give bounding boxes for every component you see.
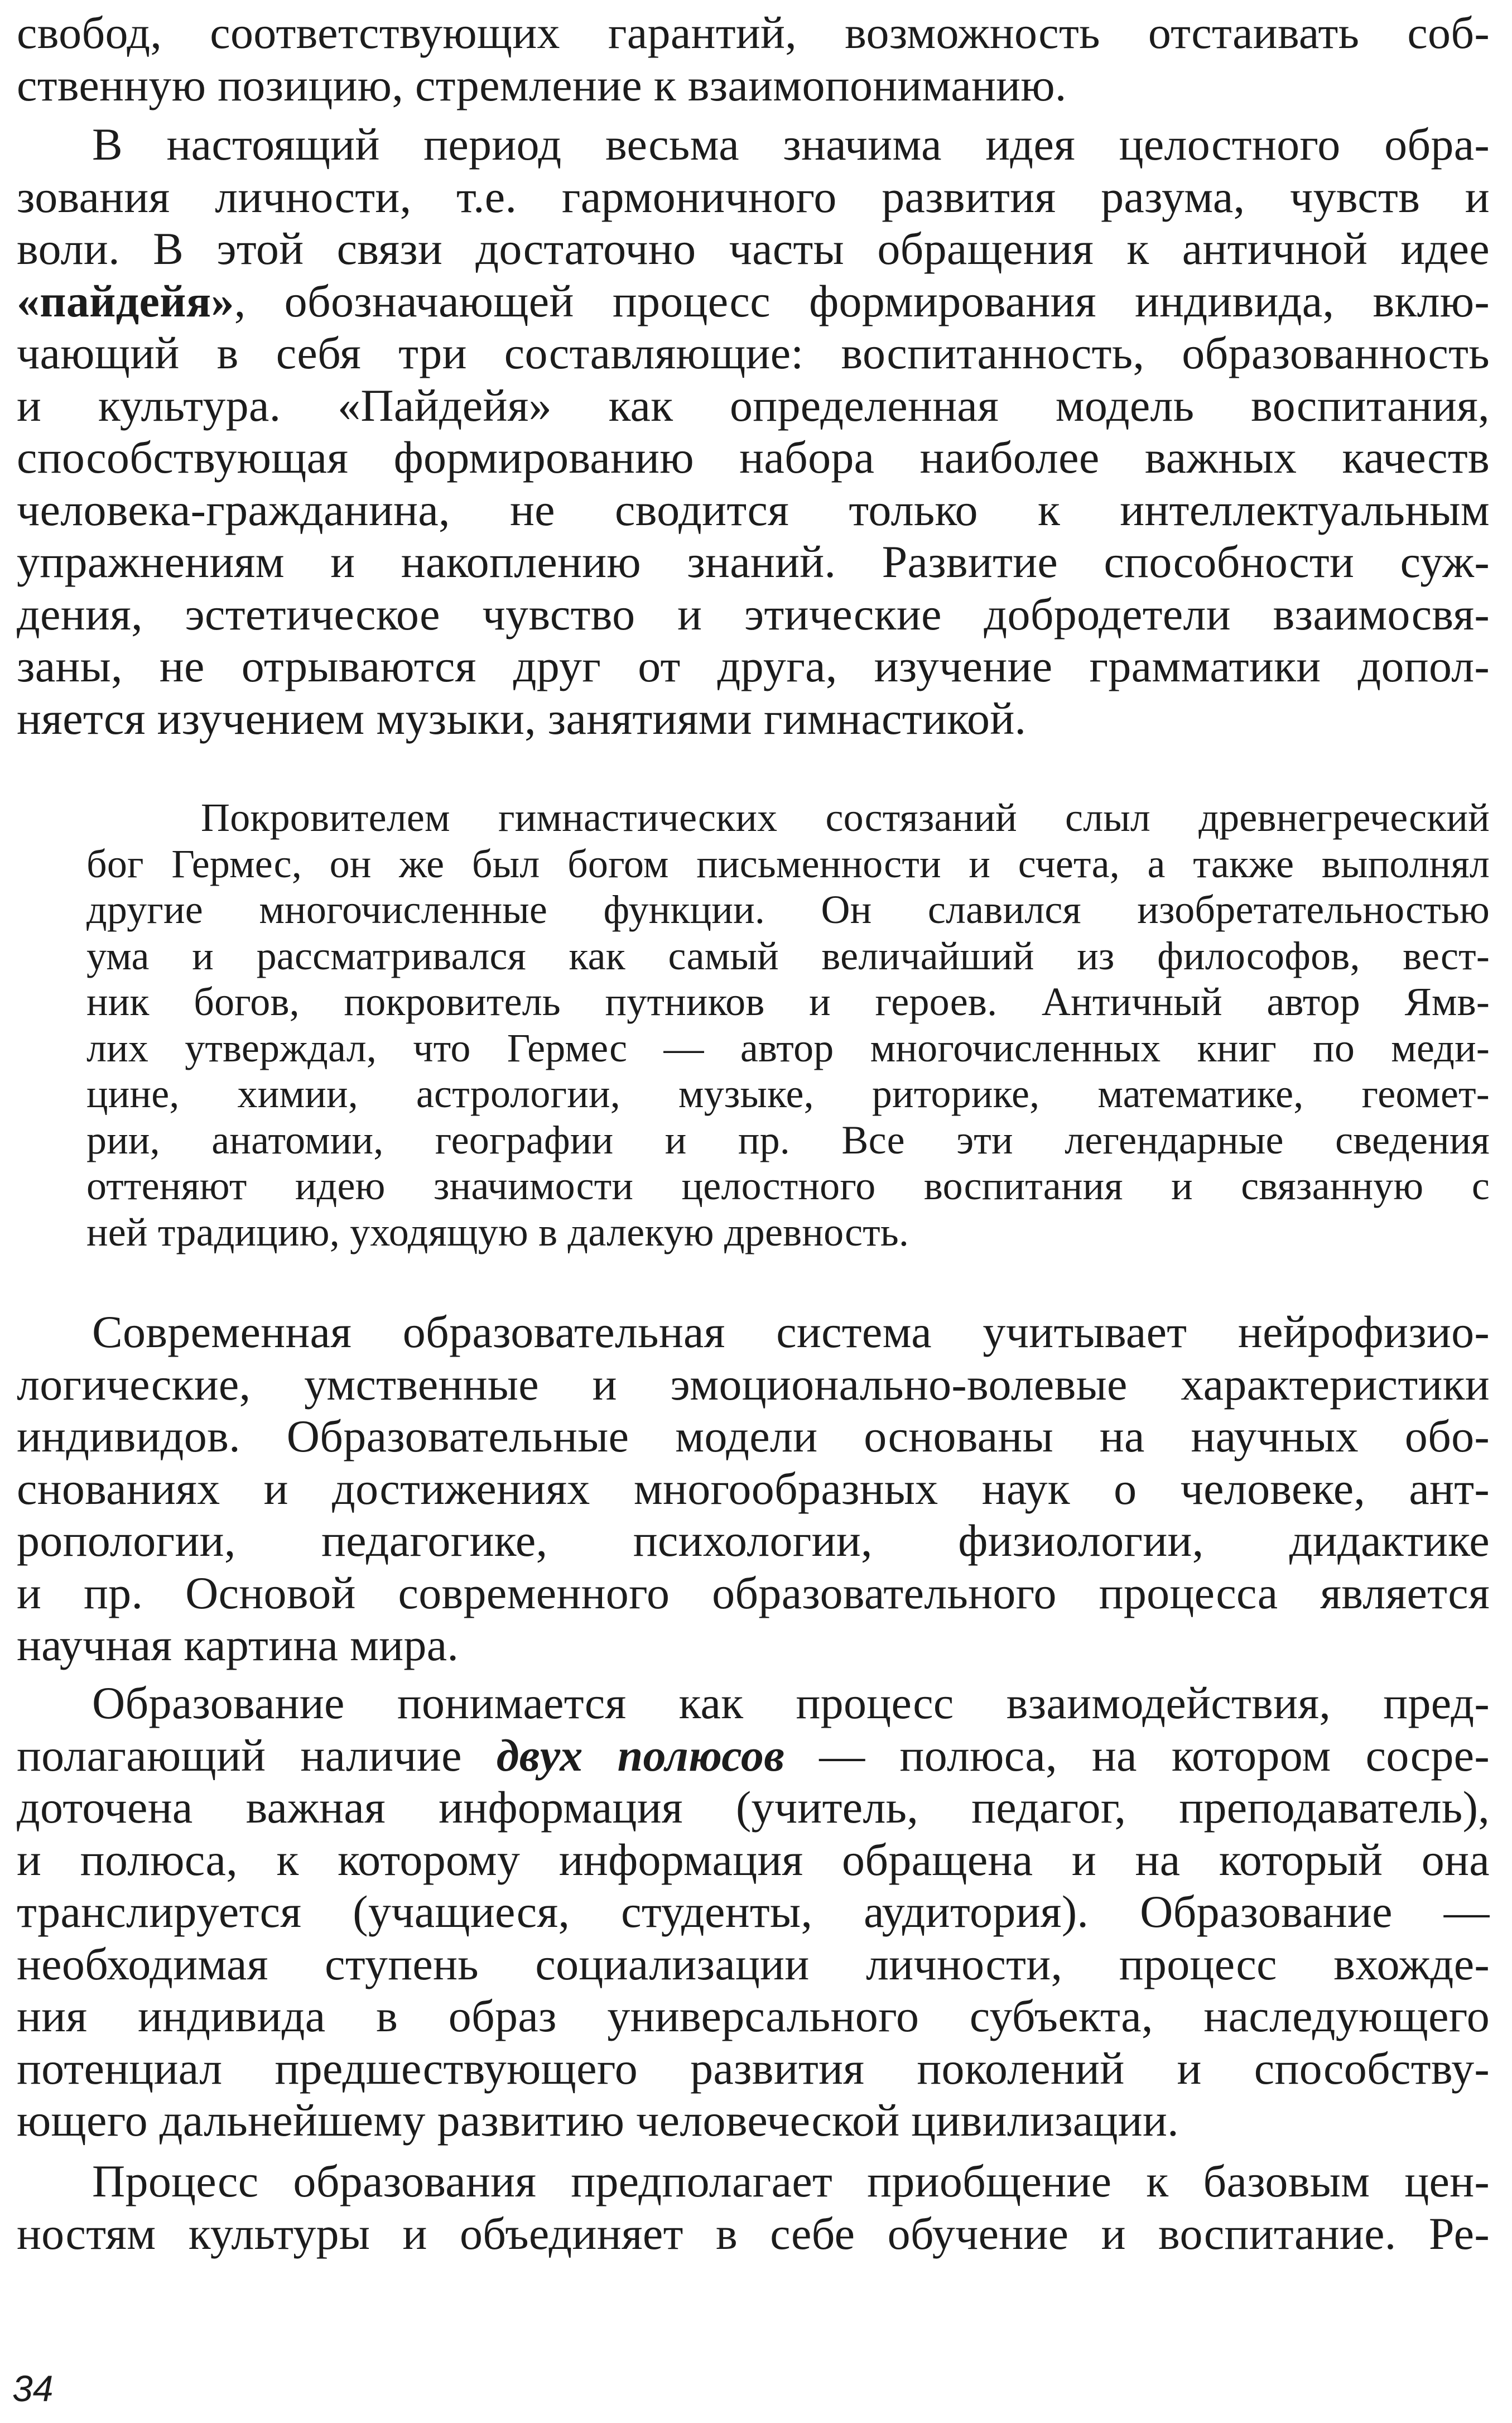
- paragraph-paideia: [17, 118, 1490, 744]
- paragraph-modern-system: [17, 1306, 1490, 1671]
- text-line: Современная образовательная система учитывает нейрофизио-: [92, 1306, 1490, 1357]
- text-line: доточена важная информация (учитель, педагог, преподаватель),: [17, 1782, 1490, 1833]
- text-line: снованиях и достижениях многообразных наук о человеке, ант-: [17, 1463, 1490, 1514]
- text-line: транслируется (учащиеся, студенты, аудитория). Образование —: [17, 1886, 1490, 1937]
- text-line: человека-гражданина, не сводится только к интеллектуальным: [17, 484, 1490, 535]
- text-line: ропологии, педагогике, психологии, физиологии, дидактике: [17, 1515, 1490, 1566]
- text-line: дения, эстетическое чувство и этические добродетели взаимосвя-: [17, 588, 1490, 640]
- text-line-with-term: [17, 275, 1490, 328]
- text-line: способствующая формированию набора наиболее важных качеств: [17, 432, 1490, 483]
- inset-line: ней традицию, уходящую в далекую древность.: [86, 1209, 909, 1254]
- text-line: и полюса, к которому информация обращена и на который она: [17, 1834, 1490, 1885]
- inset-line: лих утверждал, что Гермес — автор многочисленных книг по меди-: [86, 1025, 1490, 1070]
- inset-line: Покровителем гимнастических состязаний слыл древнегреческий: [201, 795, 1490, 840]
- inset-line: другие многочисленные функции. Он славился изобретательностью: [86, 887, 1490, 932]
- text-line-with-term: [17, 1729, 1490, 1782]
- text-line: воли. В этой связи достаточно часты обращения к античной идее: [17, 223, 1490, 274]
- text-line: Процесс образования предполагает приобщение к базовым цен-: [92, 2156, 1490, 2206]
- text-fragment: — полюса, на котором сосре-: [784, 1729, 1490, 1781]
- paragraph-continuation: [17, 7, 1490, 111]
- term-two-poles: двух полюсов: [496, 1729, 785, 1781]
- text-line: упражнениям и накоплению знаний. Развитие способности суж-: [17, 536, 1490, 587]
- term-paideia: «пайдейя»: [17, 275, 234, 326]
- inset-line: цине, химии, астрологии, музыке, риторике, математике, геомет-: [86, 1071, 1490, 1116]
- text-line: заны, не отрываются друг от друга, изучение грамматики допол-: [17, 641, 1490, 691]
- paragraph-education-process: [17, 2155, 1490, 2259]
- text-line: научная картина мира.: [17, 1619, 459, 1670]
- paragraph-two-poles: [17, 1677, 1490, 2147]
- text-fragment: , обозначающей процесс формирования индивида, вклю-: [234, 275, 1490, 326]
- text-line: Образование понимается как процесс взаимодействия, пред-: [92, 1677, 1490, 1728]
- text-line: и культура. «Пайдейя» как определенная модель воспитания,: [17, 379, 1490, 431]
- text-line: и пр. Основой современного образовательного процесса является: [17, 1567, 1490, 1618]
- inset-line: оттеняют идею значимости целостного воспитания и связанную с: [86, 1164, 1490, 1208]
- inset-line: рии, анатомии, географии и пр. Все эти легендарные сведения: [86, 1117, 1490, 1162]
- text-fragment: полагающий наличие: [17, 1729, 497, 1781]
- text-line: свобод, соответствующих гарантий, возможность отстаивать соб-: [17, 7, 1490, 58]
- text-line: няется изучением музыки, занятиями гимнастикой.: [17, 693, 1027, 744]
- text-line: чающий в себя три составляющие: воспитанность, образованность: [17, 328, 1490, 378]
- text-line: ющего дальнейшему развитию человеческой цивилизации.: [17, 2095, 1179, 2146]
- text-line: логические, умственные и эмоционально-волевые характеристики: [17, 1358, 1490, 1410]
- text-line: необходимая ступень социализации личности, процесс вхожде-: [17, 1938, 1490, 1989]
- page-number: 34: [12, 2368, 54, 2409]
- inset-line: бог Гермес, он же был богом письменности и счета, а также выполнял: [86, 841, 1490, 886]
- text-line: потенциал предшествующего развития поколений и способству-: [17, 2042, 1490, 2094]
- text-line: индивидов. Образовательные модели основаны на научных обо-: [17, 1411, 1490, 1462]
- inset-line: ума и рассматривался как самый величайший из философов, вест-: [86, 933, 1490, 978]
- text-line: ностям культуры и объединяет в себе обучение и воспитание. Ре-: [17, 2208, 1490, 2259]
- inset-line: ник богов, покровитель путников и героев. Античный автор Ямв-: [86, 979, 1490, 1024]
- text-line: зования личности, т.е. гармоничного развития разума, чувств и: [17, 171, 1490, 222]
- text-line: В настоящий период весьма значима идея целостного обра-: [92, 119, 1490, 170]
- text-line: ния индивида в образ универсального субъекта, наследующего: [17, 1991, 1490, 2041]
- text-line: ственную позицию, стремление к взаимопониманию.: [17, 59, 1067, 110]
- inset-hermes-note: [86, 795, 1490, 1255]
